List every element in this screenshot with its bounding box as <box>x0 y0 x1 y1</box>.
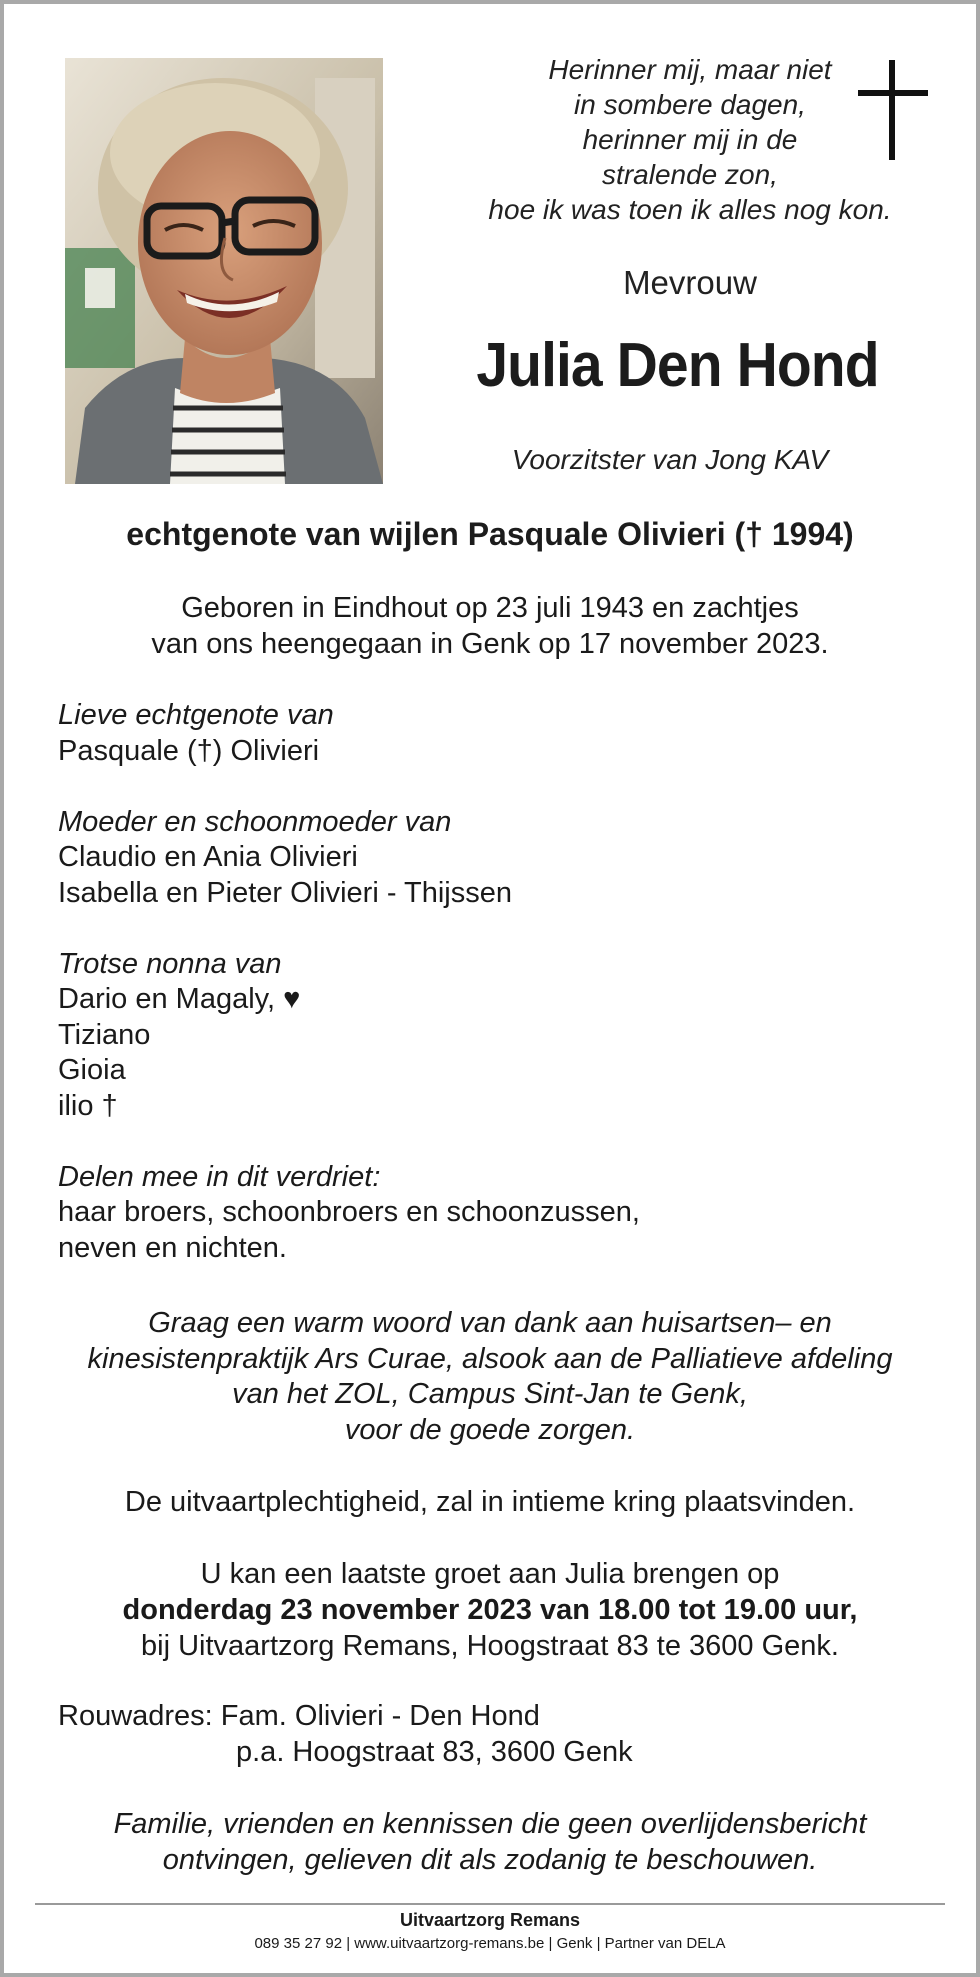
visit-line: U kan een laatste groet aan Julia brengen op <box>200 1558 780 1590</box>
poem-line: in sombere dagen, <box>574 89 806 120</box>
family-group <box>58 698 918 769</box>
cross-icon <box>858 60 928 160</box>
family-group <box>58 947 918 1125</box>
family-member: Gioia <box>58 1054 126 1086</box>
family-group <box>58 805 918 912</box>
family-member: Claudio en Ania Olivieri <box>58 841 358 873</box>
visitation-text <box>0 1556 980 1664</box>
spouse-line: echtgenote van wijlen Pasquale Olivieri († 1994) <box>126 516 854 552</box>
family-member: Pasquale (†) Olivieri <box>58 734 320 767</box>
family-heading: Delen mee in dit verdriet: <box>58 1160 381 1193</box>
family-member: Tiziano <box>58 1018 151 1051</box>
thanks-line: van het ZOL, Campus Sint-Jan te Genk, <box>232 1378 748 1410</box>
family-member: ilio † <box>58 1089 118 1122</box>
family-heading: Lieve echtgenote van <box>58 699 334 731</box>
born-line: van ons heengegaan in Genk op 17 november 2023. <box>151 628 829 660</box>
family-member: Isabella en Pieter Olivieri - Thijssen <box>58 876 512 909</box>
portrait-photo <box>65 58 383 484</box>
deceased-role: Voorzitster van Jong KAV <box>511 444 829 475</box>
born-line: Geboren in Eindhout op 23 juli 1943 en zachtjes <box>181 592 799 624</box>
family-heading: Trotse nonna van <box>58 947 282 980</box>
thanks-line: voor de goede zorgen. <box>344 1413 636 1446</box>
thanks-line: Graag een warm woord van dank aan huisartsen– en <box>148 1307 832 1339</box>
address-line: p.a. Hoogstraat 83, 3600 Genk <box>236 1736 633 1768</box>
family-member: haar broers, schoonbroers en schoonzussen, <box>58 1196 640 1228</box>
visit-line: bij Uitvaartzorg Remans, Hoogstraat 83 te 3600 Genk. <box>141 1630 839 1662</box>
family-list <box>58 698 918 1302</box>
notice-line: Familie, vrienden en kennissen die geen overlijdensbericht <box>113 1808 867 1840</box>
family-group <box>58 1160 918 1267</box>
thanks-text <box>0 1306 980 1448</box>
poem-line: herinner mij in de <box>582 124 798 155</box>
footer-divider <box>35 1903 945 1905</box>
poem-line: hoe ik was toen ik alles nog kon. <box>488 194 892 225</box>
deceased-title: Mevrouw <box>623 264 757 301</box>
address-line: Rouwadres: Fam. Olivieri - Den Hond <box>58 1700 540 1732</box>
footer-details: 089 35 27 92 | www.uitvaartzorg-remans.be | Genk | Partner van DELA <box>254 1935 726 1952</box>
poem-line: Herinner mij, maar niet <box>548 54 832 85</box>
family-member: neven en nichten. <box>58 1231 287 1264</box>
deceased-name: Julia Den Hond <box>476 331 879 400</box>
notice-text <box>0 1806 980 1878</box>
mourning-address <box>58 1698 918 1770</box>
birth-death-text <box>0 590 980 662</box>
ceremony-text: De uitvaartplechtigheid, zal in intieme kring plaatsvinden. <box>124 1486 856 1518</box>
thanks-line: kinesistenpraktijk Ars Curae, alsook aan de Palliatieve afdeling <box>87 1342 893 1375</box>
family-heading: Moeder en schoonmoeder van <box>58 805 452 838</box>
poem-line: stralende zon, <box>602 159 778 190</box>
notice-line: ontvingen, gelieven dit als zodanig te beschouwen. <box>162 1844 818 1876</box>
footer-company: Uitvaartzorg Remans <box>399 1910 581 1930</box>
family-member: Dario en Magaly, ♥ <box>58 983 301 1015</box>
visit-date-time: donderdag 23 november 2023 van 18.00 tot 19.00 uur, <box>122 1594 858 1626</box>
